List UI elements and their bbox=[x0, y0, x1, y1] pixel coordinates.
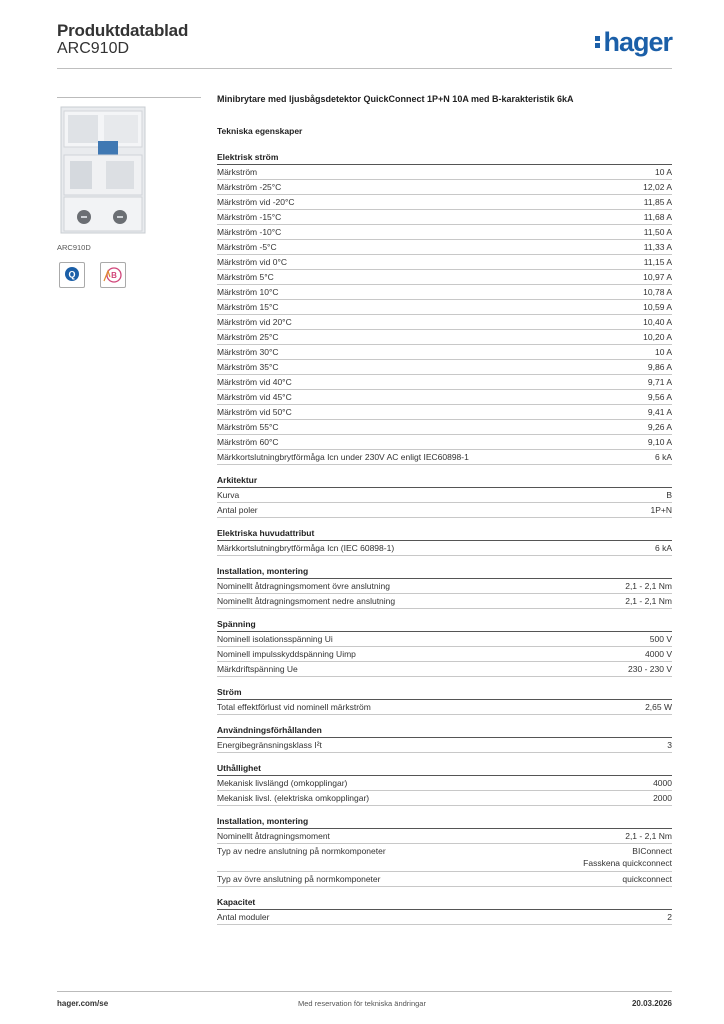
spec-label: Märkström 55°C bbox=[217, 422, 279, 432]
spec-value: 3 bbox=[667, 740, 672, 750]
spec-label: Energibegränsningsklass I²t bbox=[217, 740, 322, 750]
image-top-divider bbox=[57, 97, 201, 98]
spec-group bbox=[217, 897, 672, 925]
spec-value: 10,97 A bbox=[643, 272, 672, 282]
spec-row bbox=[217, 738, 672, 753]
spec-value-line: Fasskena quickconnect bbox=[583, 858, 672, 868]
tech-heading: Tekniska egenskaper bbox=[217, 126, 303, 136]
section-heading: Arkitektur bbox=[217, 475, 672, 488]
spec-value bbox=[583, 845, 672, 871]
spec-row bbox=[217, 488, 672, 503]
spec-label: Märkström -15°C bbox=[217, 212, 282, 222]
spec-value: quickconnect bbox=[622, 874, 672, 884]
spec-row bbox=[217, 872, 672, 887]
footer-divider bbox=[57, 991, 672, 992]
footer-date: 20.03.2026 bbox=[631, 999, 672, 1008]
section-heading: Elektrisk ström bbox=[217, 152, 672, 165]
spec-label: Märkström 15°C bbox=[217, 302, 279, 312]
header-divider bbox=[57, 68, 672, 69]
spec-value: 10 A bbox=[654, 167, 672, 177]
spec-row bbox=[217, 647, 672, 662]
product-image bbox=[60, 101, 146, 235]
spec-value: 10,40 A bbox=[643, 317, 672, 327]
spec-value: B bbox=[666, 490, 672, 500]
spec-value: 9,86 A bbox=[647, 362, 672, 372]
section-heading: Installation, montering bbox=[217, 816, 672, 829]
spec-row bbox=[217, 776, 672, 791]
spec-label: Märkdriftspänning Ue bbox=[217, 664, 298, 674]
spec-label: Typ av nedre anslutning på normkomponeter bbox=[217, 846, 386, 856]
product-title: Minibrytare med ljusbågsdetektor QuickConnect 1P+N 10A med B-karakteristik 6kA bbox=[217, 94, 574, 104]
spec-label: Nominell impulsskyddspänning Uimp bbox=[217, 649, 356, 659]
spec-value: 2,65 W bbox=[645, 702, 672, 712]
section-heading: Användningsförhållanden bbox=[217, 725, 672, 738]
spec-row bbox=[217, 390, 672, 405]
logo-dots-icon bbox=[595, 34, 602, 50]
spec-row bbox=[217, 165, 672, 180]
section-heading: Installation, montering bbox=[217, 566, 672, 579]
spec-row bbox=[217, 844, 672, 872]
spec-row bbox=[217, 503, 672, 518]
spec-content bbox=[217, 92, 672, 935]
spec-row bbox=[217, 829, 672, 844]
spec-value: 11,15 A bbox=[643, 257, 672, 267]
spec-label: Märkström 10°C bbox=[217, 287, 279, 297]
spec-label: Märkkortslutningbrytförmåga Icn under 230V AC enligt IEC60898-1 bbox=[217, 452, 469, 462]
spec-value: 2000 bbox=[653, 793, 672, 803]
spec-group bbox=[217, 725, 672, 753]
spec-row bbox=[217, 330, 672, 345]
spec-value: 12,02 A bbox=[643, 182, 672, 192]
spec-group bbox=[217, 687, 672, 715]
spec-value: 10,20 A bbox=[643, 332, 672, 342]
page-title: Produktdatablad bbox=[57, 21, 189, 40]
spec-value: 9,71 A bbox=[647, 377, 672, 387]
image-caption: ARC910D bbox=[57, 243, 91, 252]
logo-text: hager bbox=[603, 27, 672, 57]
spec-value: 10,78 A bbox=[643, 287, 672, 297]
spec-row bbox=[217, 195, 672, 210]
hager-logo bbox=[595, 27, 672, 58]
spec-value: 9,56 A bbox=[647, 392, 672, 402]
spec-label: Märkström -25°C bbox=[217, 182, 282, 192]
spec-label: Märkström 5°C bbox=[217, 272, 274, 282]
spec-row bbox=[217, 270, 672, 285]
spec-row bbox=[217, 420, 672, 435]
spec-row bbox=[217, 240, 672, 255]
spec-value: 10,59 A bbox=[643, 302, 672, 312]
spec-row bbox=[217, 315, 672, 330]
spec-label: Märkström vid 45°C bbox=[217, 392, 292, 402]
spec-label: Märkström vid 40°C bbox=[217, 377, 292, 387]
spec-row bbox=[217, 700, 672, 715]
section-heading: Ström bbox=[217, 687, 672, 700]
spec-value: 500 V bbox=[649, 634, 672, 644]
spec-value: 2 bbox=[667, 912, 672, 922]
spec-value: 6 kA bbox=[654, 543, 672, 553]
spec-label: Nominell isolationsspänning Ui bbox=[217, 634, 333, 644]
spec-row bbox=[217, 910, 672, 925]
spec-row bbox=[217, 285, 672, 300]
spec-row bbox=[217, 180, 672, 195]
spec-label: Märkström bbox=[217, 167, 258, 177]
spec-label: Märkström -5°C bbox=[217, 242, 277, 252]
spec-value: 2,1 - 2,1 Nm bbox=[625, 831, 672, 841]
spec-row bbox=[217, 579, 672, 594]
spec-groups bbox=[217, 152, 672, 925]
spec-label: Nominellt åtdragningsmoment övre anslutning bbox=[217, 581, 390, 591]
spec-row bbox=[217, 405, 672, 420]
spec-label: Antal moduler bbox=[217, 912, 270, 922]
spec-row bbox=[217, 255, 672, 270]
spec-label: Nominellt åtdragningsmoment nedre anslutning bbox=[217, 596, 396, 606]
spec-label: Märkström 60°C bbox=[217, 437, 279, 447]
spec-row bbox=[217, 541, 672, 556]
spec-value: 9,26 A bbox=[647, 422, 672, 432]
product-code-heading: ARC910D bbox=[57, 40, 130, 57]
spec-label: Kurva bbox=[217, 490, 240, 500]
spec-row bbox=[217, 662, 672, 677]
spec-row bbox=[217, 345, 672, 360]
svg-text:Q: Q bbox=[68, 269, 76, 280]
spec-value: 11,33 A bbox=[643, 242, 672, 252]
section-heading: Elektriska huvudattribut bbox=[217, 528, 672, 541]
spec-row bbox=[217, 210, 672, 225]
spec-row bbox=[217, 300, 672, 315]
spec-value: 6 kA bbox=[654, 452, 672, 462]
spec-value: 9,41 A bbox=[647, 407, 672, 417]
spec-value: 11,85 A bbox=[643, 197, 672, 207]
spec-value: 2,1 - 2,1 Nm bbox=[625, 581, 672, 591]
footer-note: Med reservation för tekniska ändringar bbox=[298, 999, 426, 1008]
spec-label: Märkström vid 50°C bbox=[217, 407, 292, 417]
spec-row bbox=[217, 375, 672, 390]
b-curve-badge-icon bbox=[100, 262, 126, 288]
spec-label: Märkström vid 0°C bbox=[217, 257, 287, 267]
spec-group bbox=[217, 816, 672, 887]
spec-label: Nominellt åtdragningsmoment bbox=[217, 831, 330, 841]
spec-label: Mekanisk livsl. (elektriska omkopplingar) bbox=[217, 793, 370, 803]
spec-value-line: BIConnect bbox=[632, 846, 672, 856]
spec-row bbox=[217, 435, 672, 450]
spec-group bbox=[217, 528, 672, 556]
spec-value: 2,1 - 2,1 Nm bbox=[625, 596, 672, 606]
quickconnect-badge-icon bbox=[59, 262, 85, 288]
section-heading: Kapacitet bbox=[217, 897, 672, 910]
spec-row bbox=[217, 225, 672, 240]
badge-row bbox=[59, 262, 137, 292]
spec-group bbox=[217, 763, 672, 806]
spec-group bbox=[217, 152, 672, 465]
spec-label: Typ av övre anslutning på normkomponeter bbox=[217, 874, 381, 884]
spec-label: Mekanisk livslängd (omkopplingar) bbox=[217, 778, 348, 788]
footer-site: hager.com/se bbox=[57, 999, 109, 1008]
spec-label: Märkström 30°C bbox=[217, 347, 279, 357]
spec-group bbox=[217, 619, 672, 677]
spec-label: Total effektförlust vid nominell märkström bbox=[217, 702, 371, 712]
spec-value: 230 - 230 V bbox=[628, 664, 672, 674]
section-heading: Spänning bbox=[217, 619, 672, 632]
spec-row bbox=[217, 594, 672, 609]
spec-value: 4000 bbox=[653, 778, 672, 788]
spec-row bbox=[217, 632, 672, 647]
spec-value: 11,68 A bbox=[643, 212, 672, 222]
spec-label: Märkström vid 20°C bbox=[217, 317, 292, 327]
spec-value: 4000 V bbox=[645, 649, 672, 659]
spec-value: 1P+N bbox=[650, 505, 672, 515]
section-heading: Uthållighet bbox=[217, 763, 672, 776]
spec-label: Märkström vid -20°C bbox=[217, 197, 295, 207]
spec-row bbox=[217, 450, 672, 465]
svg-text:B: B bbox=[111, 271, 118, 280]
spec-row bbox=[217, 360, 672, 375]
spec-value: 11,50 A bbox=[643, 227, 672, 237]
spec-label: Antal poler bbox=[217, 505, 258, 515]
spec-value: 9,10 A bbox=[647, 437, 672, 447]
spec-label: Märkström -10°C bbox=[217, 227, 282, 237]
spec-label: Märkström 25°C bbox=[217, 332, 279, 342]
spec-group bbox=[217, 475, 672, 518]
spec-value: 10 A bbox=[654, 347, 672, 357]
spec-label: Märkkortslutningbrytförmåga Icn (IEC 60898-1) bbox=[217, 543, 395, 553]
spec-group bbox=[217, 566, 672, 609]
spec-label: Märkström 35°C bbox=[217, 362, 279, 372]
spec-row bbox=[217, 791, 672, 806]
